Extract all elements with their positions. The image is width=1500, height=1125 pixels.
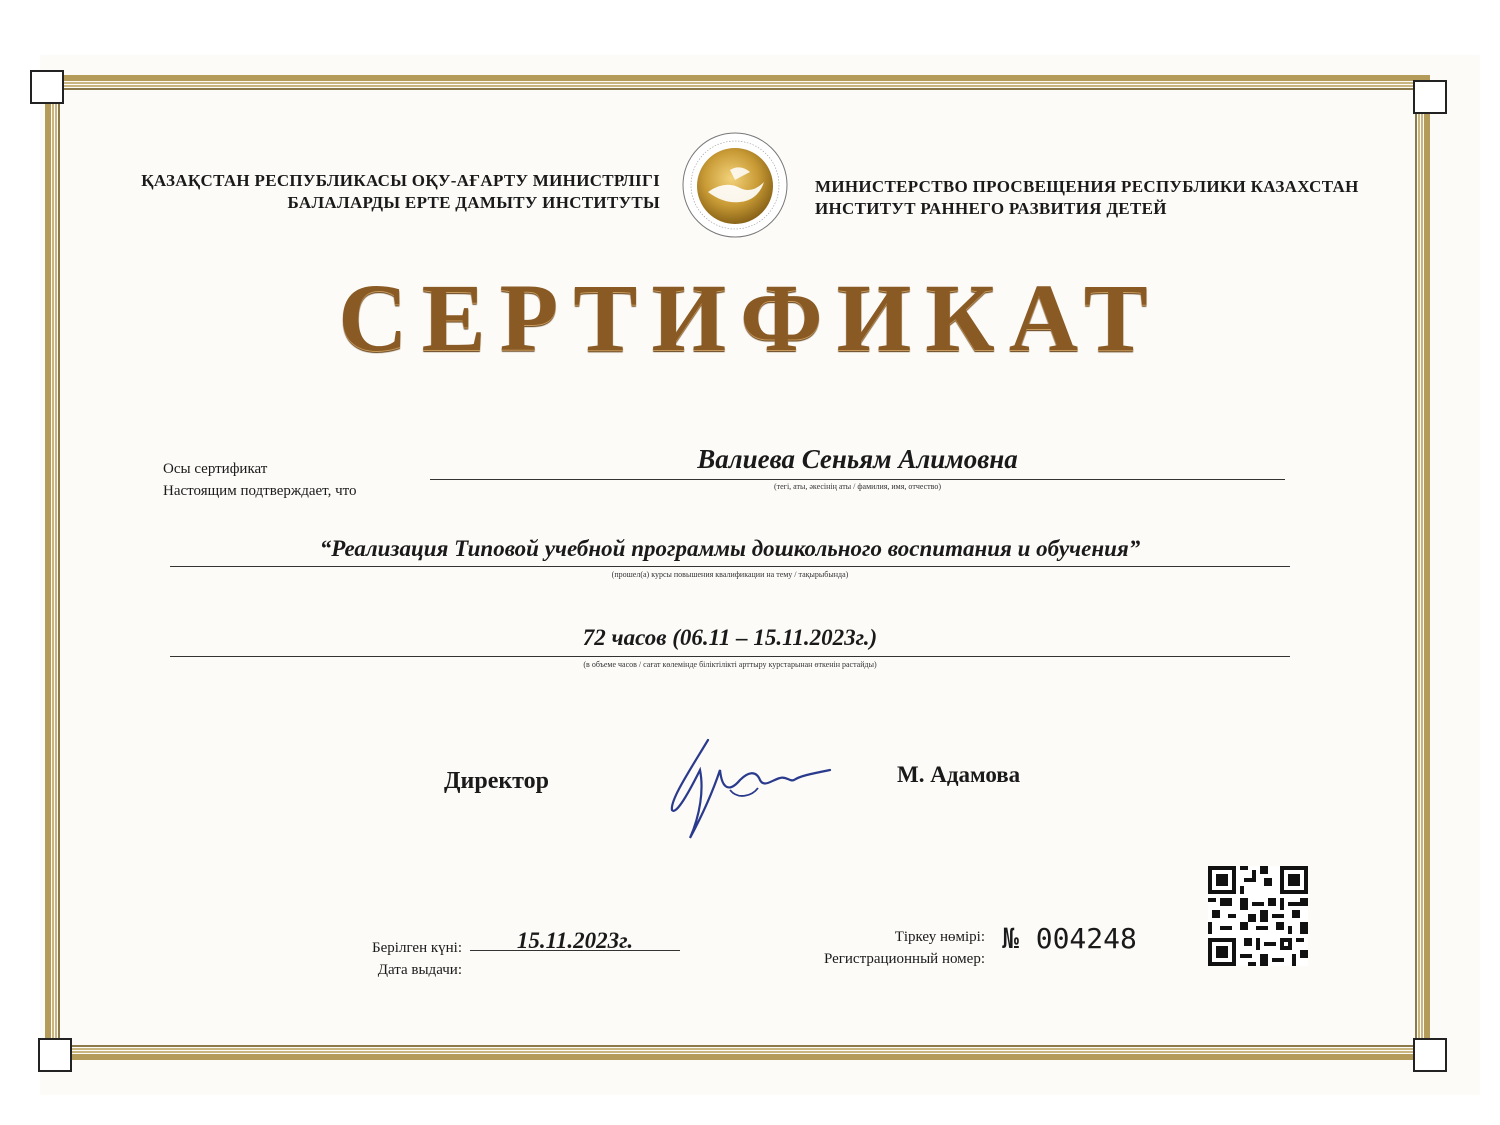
registration-label-kz: Тіркеу нөмірі:	[894, 929, 985, 945]
institute-emblem	[680, 130, 790, 240]
course-hours-line	[170, 656, 1290, 657]
qr-code	[1208, 866, 1308, 966]
corner-bottom-left	[38, 1038, 72, 1072]
recipient-name-line	[430, 479, 1285, 480]
header-right-line1: МИНИСТЕРСТВО ПРОСВЕЩЕНИЯ РЕСПУБЛИКИ КАЗАХСТАН	[815, 177, 1359, 196]
header-right-line2: ИНСТИТУТ РАННЕГО РАЗВИТИЯ ДЕТЕЙ	[815, 199, 1167, 218]
header-right	[815, 176, 1359, 220]
recipient-label-kz: Осы сертификат	[163, 461, 268, 477]
header-left	[141, 170, 660, 214]
course-hours: 72 часов (06.11 – 15.11.2023г.)	[582, 625, 878, 650]
recipient-name: Валиева Сеньям Алимовна	[697, 444, 1018, 474]
recipient-label-ru: Настоящим подтверждает, что	[163, 483, 357, 499]
registration-number: № 004248	[1002, 922, 1137, 955]
corner-top-left	[30, 70, 64, 104]
corner-bottom-right	[1413, 1038, 1447, 1072]
issue-date-line	[470, 950, 680, 951]
director-signature	[660, 730, 840, 845]
director-role: Директор	[444, 768, 549, 794]
issue-label-ru: Дата выдачи:	[377, 962, 462, 978]
registration-label-ru: Регистрационный номер:	[823, 951, 985, 967]
recipient-caption: (тегі, аты, әкесінің аты / фамилия, имя, отчество)	[773, 482, 942, 491]
recipient-label	[163, 458, 357, 502]
certificate-title: СЕРТИФИКАТ	[338, 264, 1162, 371]
registration-label	[740, 926, 985, 970]
issue-label	[320, 937, 462, 981]
course-title: “Реализация Типовой учебной программы дошкольного воспитания и обучения”	[319, 536, 1141, 561]
corner-top-right	[1413, 80, 1447, 114]
issue-date: 15.11.2023г.	[516, 928, 634, 953]
header-left-line2: БАЛАЛАРДЫ ЕРТЕ ДАМЫТУ ИНСТИТУТЫ	[287, 193, 660, 212]
issue-label-kz: Берілген күні:	[372, 940, 462, 956]
header-left-line1: ҚАЗАҚСТАН РЕСПУБЛИКАСЫ ОҚУ-АҒАРТУ МИНИСТРЛІГІ	[141, 171, 660, 190]
course-caption: (прошел(а) курсы повышения квалификации на тему / тақырыбында)	[611, 570, 849, 579]
hours-caption: (в объеме часов / сағат көлемінде біліктілікті арттыру курстарынан өткенін растайды)	[583, 660, 877, 669]
course-title-line	[170, 566, 1290, 567]
director-name: М. Адамова	[897, 762, 1021, 787]
